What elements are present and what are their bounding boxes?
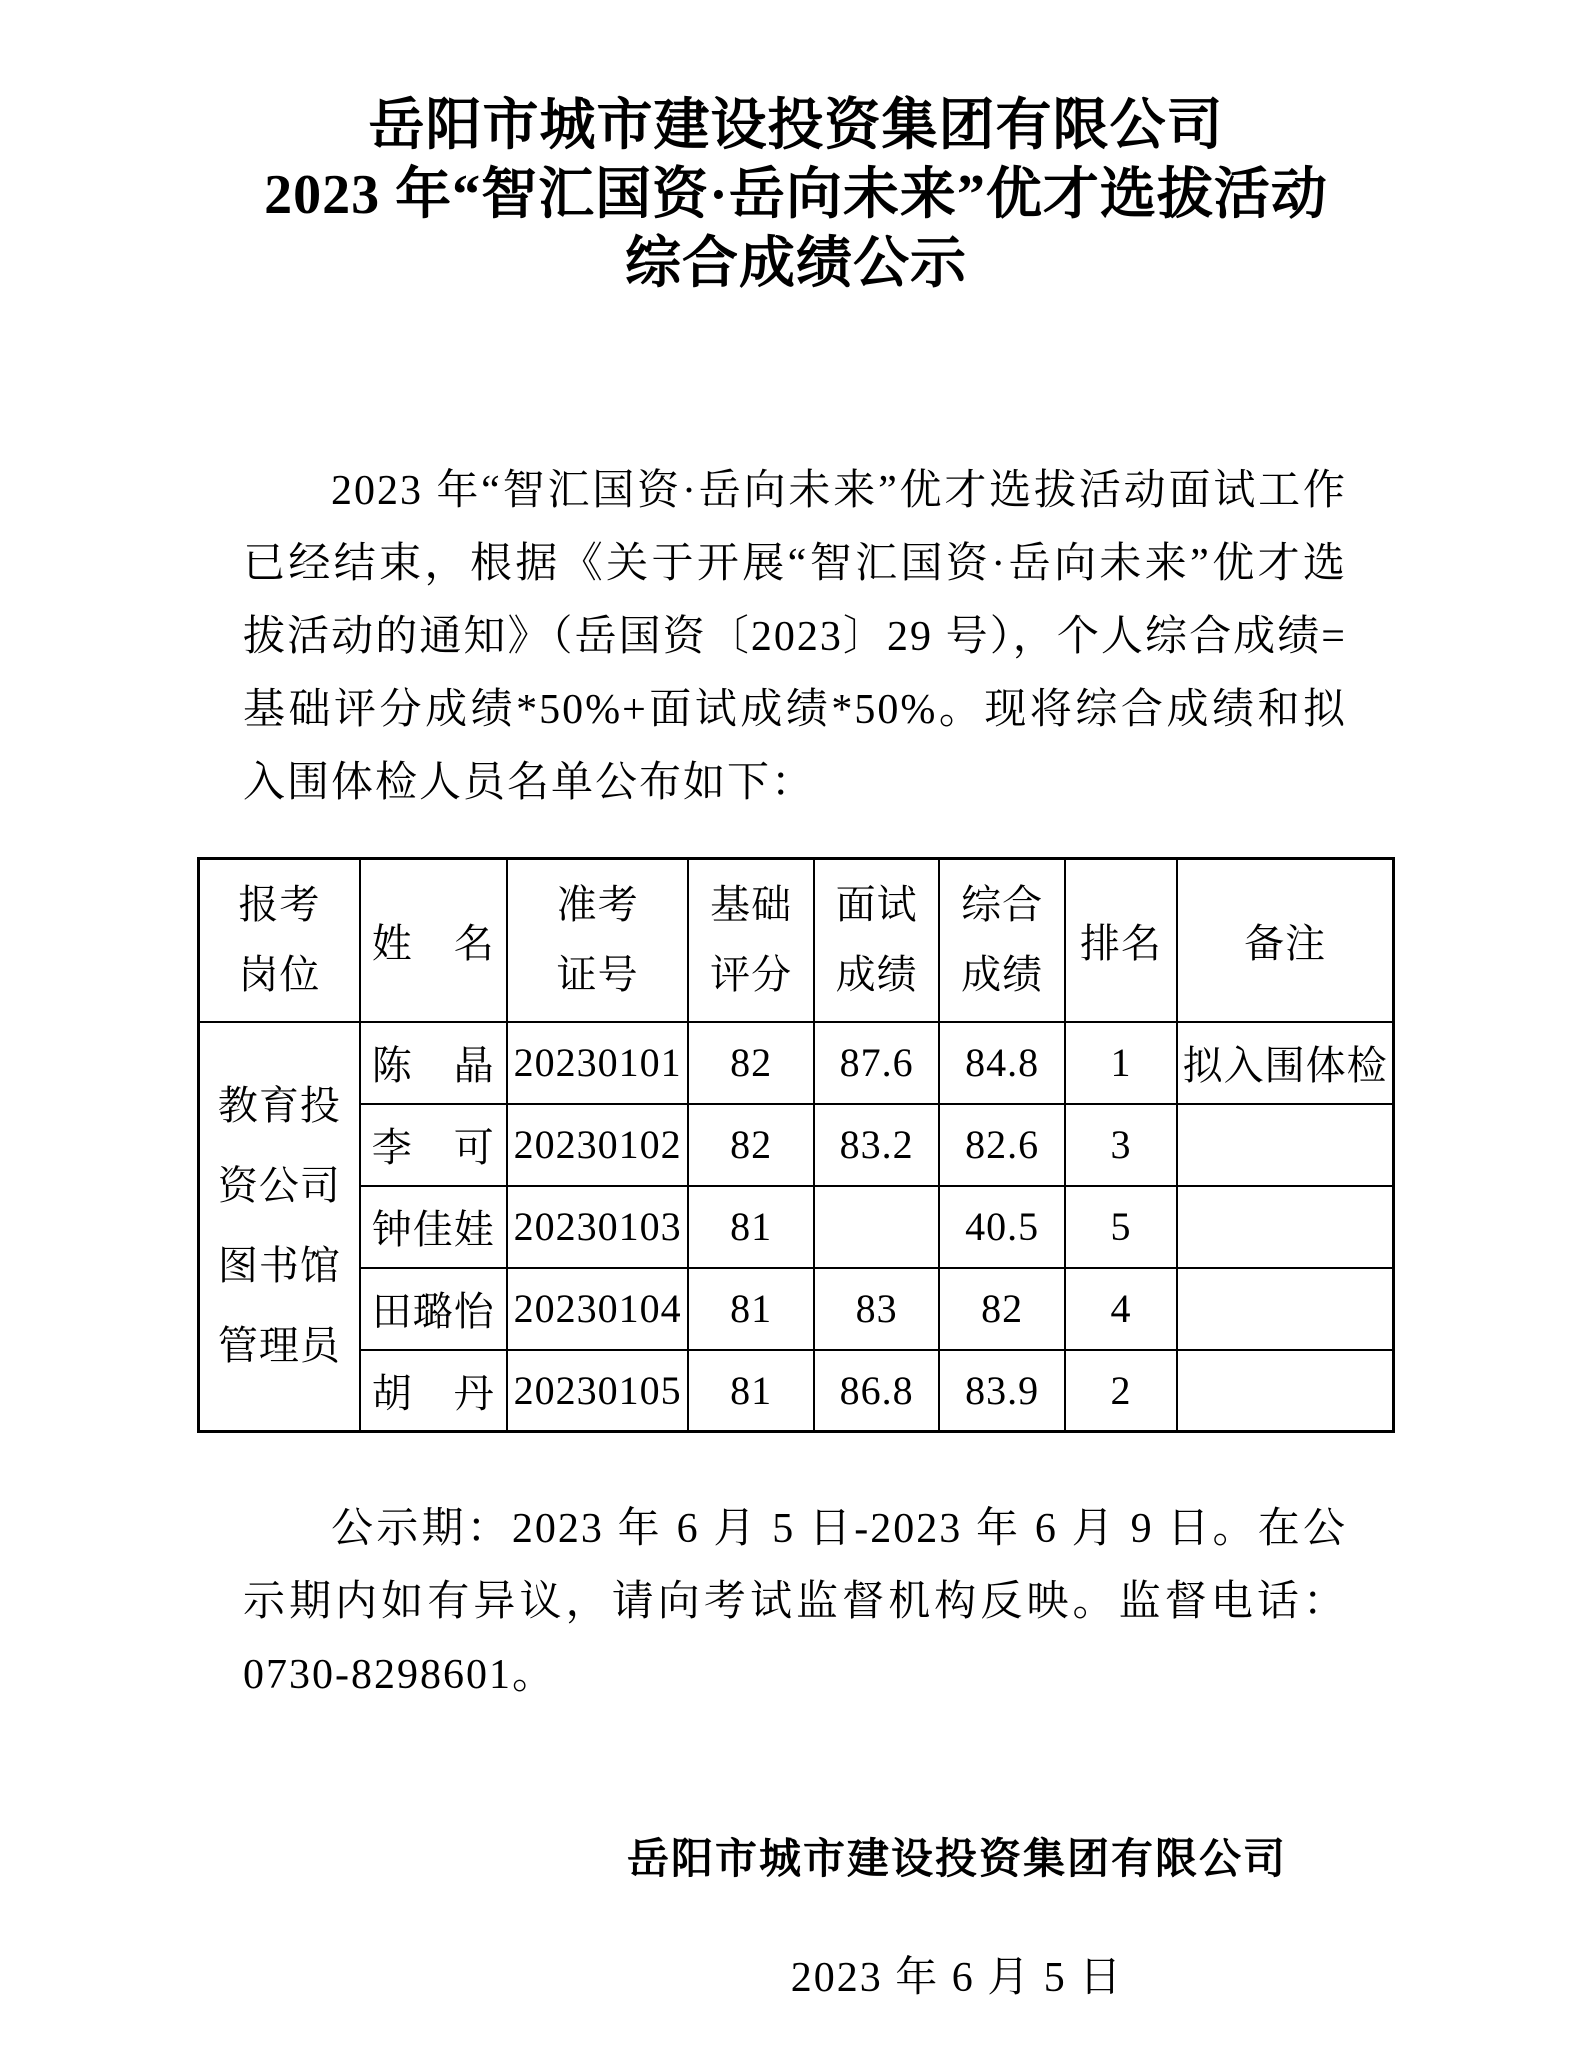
cell-ticket: 20230105 (507, 1350, 689, 1432)
cell-base-score: 81 (688, 1186, 813, 1268)
cell-overall-score: 82.6 (939, 1104, 1064, 1186)
cell-base-score: 82 (688, 1022, 813, 1104)
cell-overall-score: 82 (939, 1268, 1064, 1350)
title-line-3: 综合成绩公示 (625, 233, 967, 295)
table-row (199, 1022, 1394, 1104)
col-header-overall-score: 综合 成绩 (939, 859, 1064, 1022)
title-line-1: 岳阳市城市建设投资集团有限公司 (368, 95, 1224, 157)
table-row (199, 1268, 1394, 1350)
cell-post-merged: 教育投 资公司 图书馆 管理员 (199, 1022, 360, 1432)
cell-base-score: 81 (688, 1350, 813, 1432)
cell-interview-score (814, 1186, 939, 1268)
table-row (199, 1186, 1394, 1268)
col-header-ticket: 准考 证号 (507, 859, 689, 1022)
col-header-post: 报考 岗位 (199, 859, 360, 1022)
cell-name: 田璐怡 (360, 1268, 507, 1350)
cell-name: 钟佳娃 (360, 1186, 507, 1268)
notice-paragraph: 公示期：2023 年 6 月 5 日-2023 年 6 月 9 日。在公示期内如有异议，请向考试监督机构反映。监督电话：0730-8298601。 (243, 1506, 1347, 1698)
date-line: 2023 年 6 月 5 日 (790, 1955, 1124, 2001)
cell-rank: 2 (1065, 1350, 1177, 1432)
cell-ticket: 20230102 (507, 1104, 689, 1186)
cell-remark (1177, 1350, 1393, 1432)
cell-overall-score: 83.9 (939, 1350, 1064, 1432)
intro-paragraph: 2023 年“智汇国资·岳向未来”优才选拔活动面试工作已经结束，根据《关于开展“智汇国资·岳向未来”优才选拔活动的通知》（岳国资〔2023〕29 号），个人综合成绩=基础评分成绩*50%+面试成绩*50%。现将综合成绩和拟入围体检人员名单公布如下： (243, 468, 1347, 806)
cell-ticket: 20230104 (507, 1268, 689, 1350)
title-line-2: 2023 年“智汇国资·岳向未来”优才选拔活动 (264, 164, 1328, 226)
cell-name: 胡 丹 (360, 1350, 507, 1432)
closing-block (197, 1825, 1395, 2013)
cell-overall-score: 84.8 (939, 1022, 1064, 1104)
cell-remark (1177, 1104, 1393, 1186)
cell-rank: 1 (1065, 1022, 1177, 1104)
cell-ticket: 20230101 (507, 1022, 689, 1104)
cell-ticket: 20230103 (507, 1186, 689, 1268)
cell-interview-score: 86.8 (814, 1350, 939, 1432)
cell-rank: 4 (1065, 1268, 1177, 1350)
cell-name: 李 可 (360, 1104, 507, 1186)
cell-interview-score: 83 (814, 1268, 939, 1350)
cell-rank: 5 (1065, 1186, 1177, 1268)
cell-name: 陈 晶 (360, 1022, 507, 1104)
col-header-rank: 排名 (1065, 859, 1177, 1022)
cell-rank: 3 (1065, 1104, 1177, 1186)
cell-overall-score: 40.5 (939, 1186, 1064, 1268)
table-header-row (199, 859, 1394, 1022)
table-row (199, 1104, 1394, 1186)
results-table (197, 857, 1395, 1433)
cell-base-score: 81 (688, 1268, 813, 1350)
cell-remark (1177, 1186, 1393, 1268)
cell-base-score: 82 (688, 1104, 813, 1186)
col-header-interview-score: 面试 成绩 (814, 859, 939, 1022)
col-header-remark: 备注 (1177, 859, 1393, 1022)
cell-remark: 拟入围体检 (1177, 1022, 1393, 1104)
cell-interview-score: 83.2 (814, 1104, 939, 1186)
cell-interview-score: 87.6 (814, 1022, 939, 1104)
cell-remark (1177, 1268, 1393, 1350)
col-header-base-score: 基础 评分 (688, 859, 813, 1022)
document-title (197, 92, 1395, 299)
col-header-name: 姓 名 (360, 859, 507, 1022)
table-row (199, 1350, 1394, 1432)
signature-line: 岳阳市城市建设投资集团有限公司 (626, 1837, 1287, 1883)
